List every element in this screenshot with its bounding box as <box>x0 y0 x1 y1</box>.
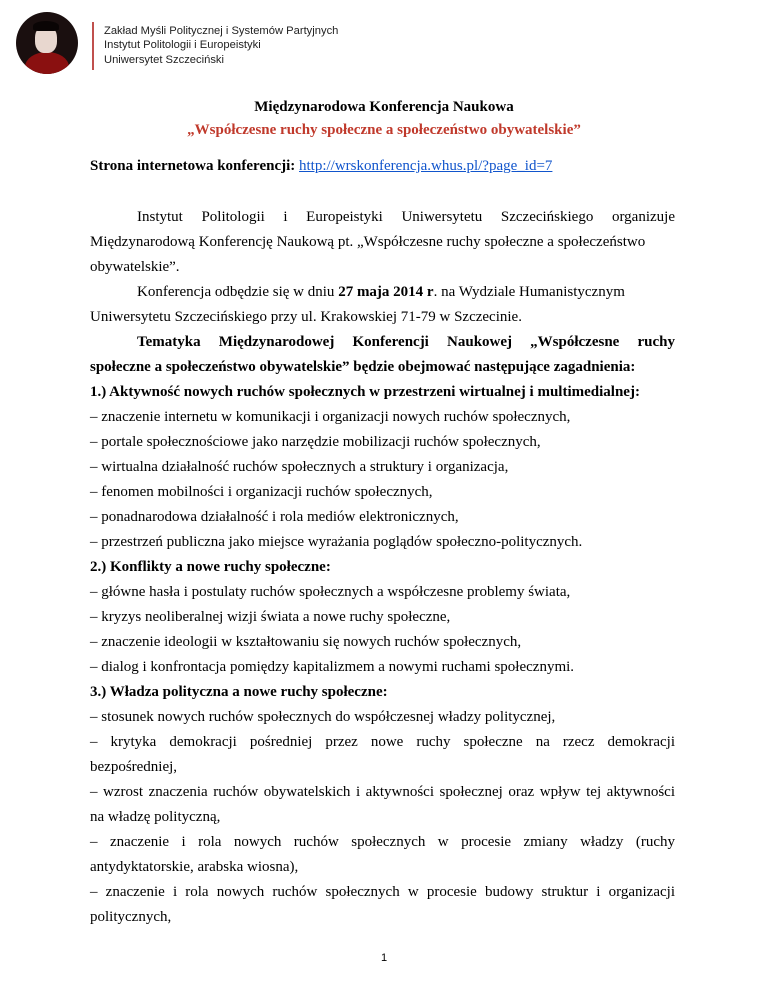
section-heading: 2.) Konflikty a nowe ruchy społeczne: <box>90 559 331 575</box>
website-link[interactable]: http://wrskonferencja.whus.pl/?page_id=7 <box>299 158 553 174</box>
list-item-continuation: bezpośredniej, <box>90 759 178 775</box>
section-heading: 3.) Władza polityczna a nowe ruchy społeczne: <box>90 684 388 700</box>
intro-paragraph-line: Międzynarodową Konferencję Naukową pt. „Współczesne ruchy społeczne a społeczeństwo <box>90 234 646 250</box>
header-line-institute: Instytut Politologii i Europeistyki <box>104 39 261 52</box>
section-heading: 1.) Aktywność nowych ruchów społecznych w przestrzeni wirtualnej i multimedialnej: <box>90 384 640 400</box>
topics-intro-line: Tematyka Międzynarodowej Konferencji Naukowej „Współczesne ruchy <box>137 334 675 350</box>
intro-paragraph-line: obywatelskie”. <box>90 259 180 275</box>
date-text: Konferencja odbędzie się w dniu <box>137 284 339 300</box>
website-line <box>90 158 675 175</box>
intro-paragraph-line: Instytut Politologii i Europeistyki Uniwersytetu Szczecińskiego organizuje <box>137 209 675 225</box>
date-text-rest: . na Wydziale Humanistycznym <box>433 284 625 300</box>
list-item: – dialog i konfrontacja pomiędzy kapitalizmem a nowymi ruchami społecznymi. <box>90 659 575 675</box>
list-item: – ponadnarodowa działalność i rola mediów elektronicznych, <box>90 509 459 525</box>
list-item: – stosunek nowych ruchów społecznych do współczesnej władzy politycznej, <box>90 709 556 725</box>
list-item: – znaczenie internetu w komunikacji i organizacji nowych ruchów społecznych, <box>90 409 571 425</box>
list-item: – znaczenie ideologii w kształtowaniu się nowych ruchów społecznych, <box>90 634 522 650</box>
header-divider <box>92 22 94 70</box>
list-item: – główne hasła i postulaty ruchów społecznych a współczesne problemy świata, <box>90 584 571 600</box>
list-item: – kryzys neoliberalnej wizji świata a nowe ruchy społeczne, <box>90 609 451 625</box>
list-item: – fenomen mobilności i organizacji ruchów społecznych, <box>90 484 433 500</box>
list-item: – krytyka demokracji pośredniej przez nowe ruchy społeczne na rzecz demokracji <box>90 734 675 750</box>
institution-header <box>104 24 338 67</box>
conference-subtitle: „Współczesne ruchy społeczne a społeczeństwo obywatelskie” <box>187 122 581 138</box>
conference-date: 27 maja 2014 r <box>338 284 434 300</box>
address-line: Uniwersytetu Szczecińskiego przy ul. Krakowskiej 71-79 w Szczecinie. <box>90 309 522 325</box>
list-item: – znaczenie i rola nowych ruchów społecznych w procesie zmiany władzy (ruchy <box>90 834 675 850</box>
list-item: – przestrzeń publiczna jako miejsce wyrażania poglądów społeczno-politycznych. <box>90 534 583 550</box>
list-item: – wzrost znaczenia ruchów obywatelskich i aktywności społecznej oraz wpływ tej aktywności <box>90 784 675 800</box>
list-item-continuation: na władzę polityczną, <box>90 809 221 825</box>
university-logo <box>16 12 78 74</box>
date-paragraph-line <box>137 284 722 301</box>
header-line-department: Zakład Myśli Politycznej i Systemów Partyjnych <box>104 25 339 37</box>
page-number: 1 <box>380 952 388 964</box>
topics-intro-line: społeczne a społeczeństwo obywatelskie” będzie obejmować następujące zagadnienia: <box>90 359 636 375</box>
conference-title: Międzynarodowa Konferencja Naukowa <box>254 99 514 115</box>
header-line-university: Uniwersytet Szczeciński <box>104 53 224 66</box>
list-item: – portale społecznościowe jako narzędzie mobilizacji ruchów społecznych, <box>90 434 541 450</box>
website-label: Strona internetowa konferencji: <box>90 158 296 174</box>
list-item: – znaczenie i rola nowych ruchów społecznych w procesie budowy struktur i organizacji <box>90 884 675 900</box>
list-item-continuation: antydyktatorskie, arabska wiosna), <box>90 859 299 875</box>
list-item: – wirtualna działalność ruchów społecznych a struktury i organizacja, <box>90 459 509 475</box>
list-item-continuation: politycznych, <box>90 909 172 925</box>
logo-collar <box>25 52 69 74</box>
logo-portrait-hair <box>33 21 59 31</box>
